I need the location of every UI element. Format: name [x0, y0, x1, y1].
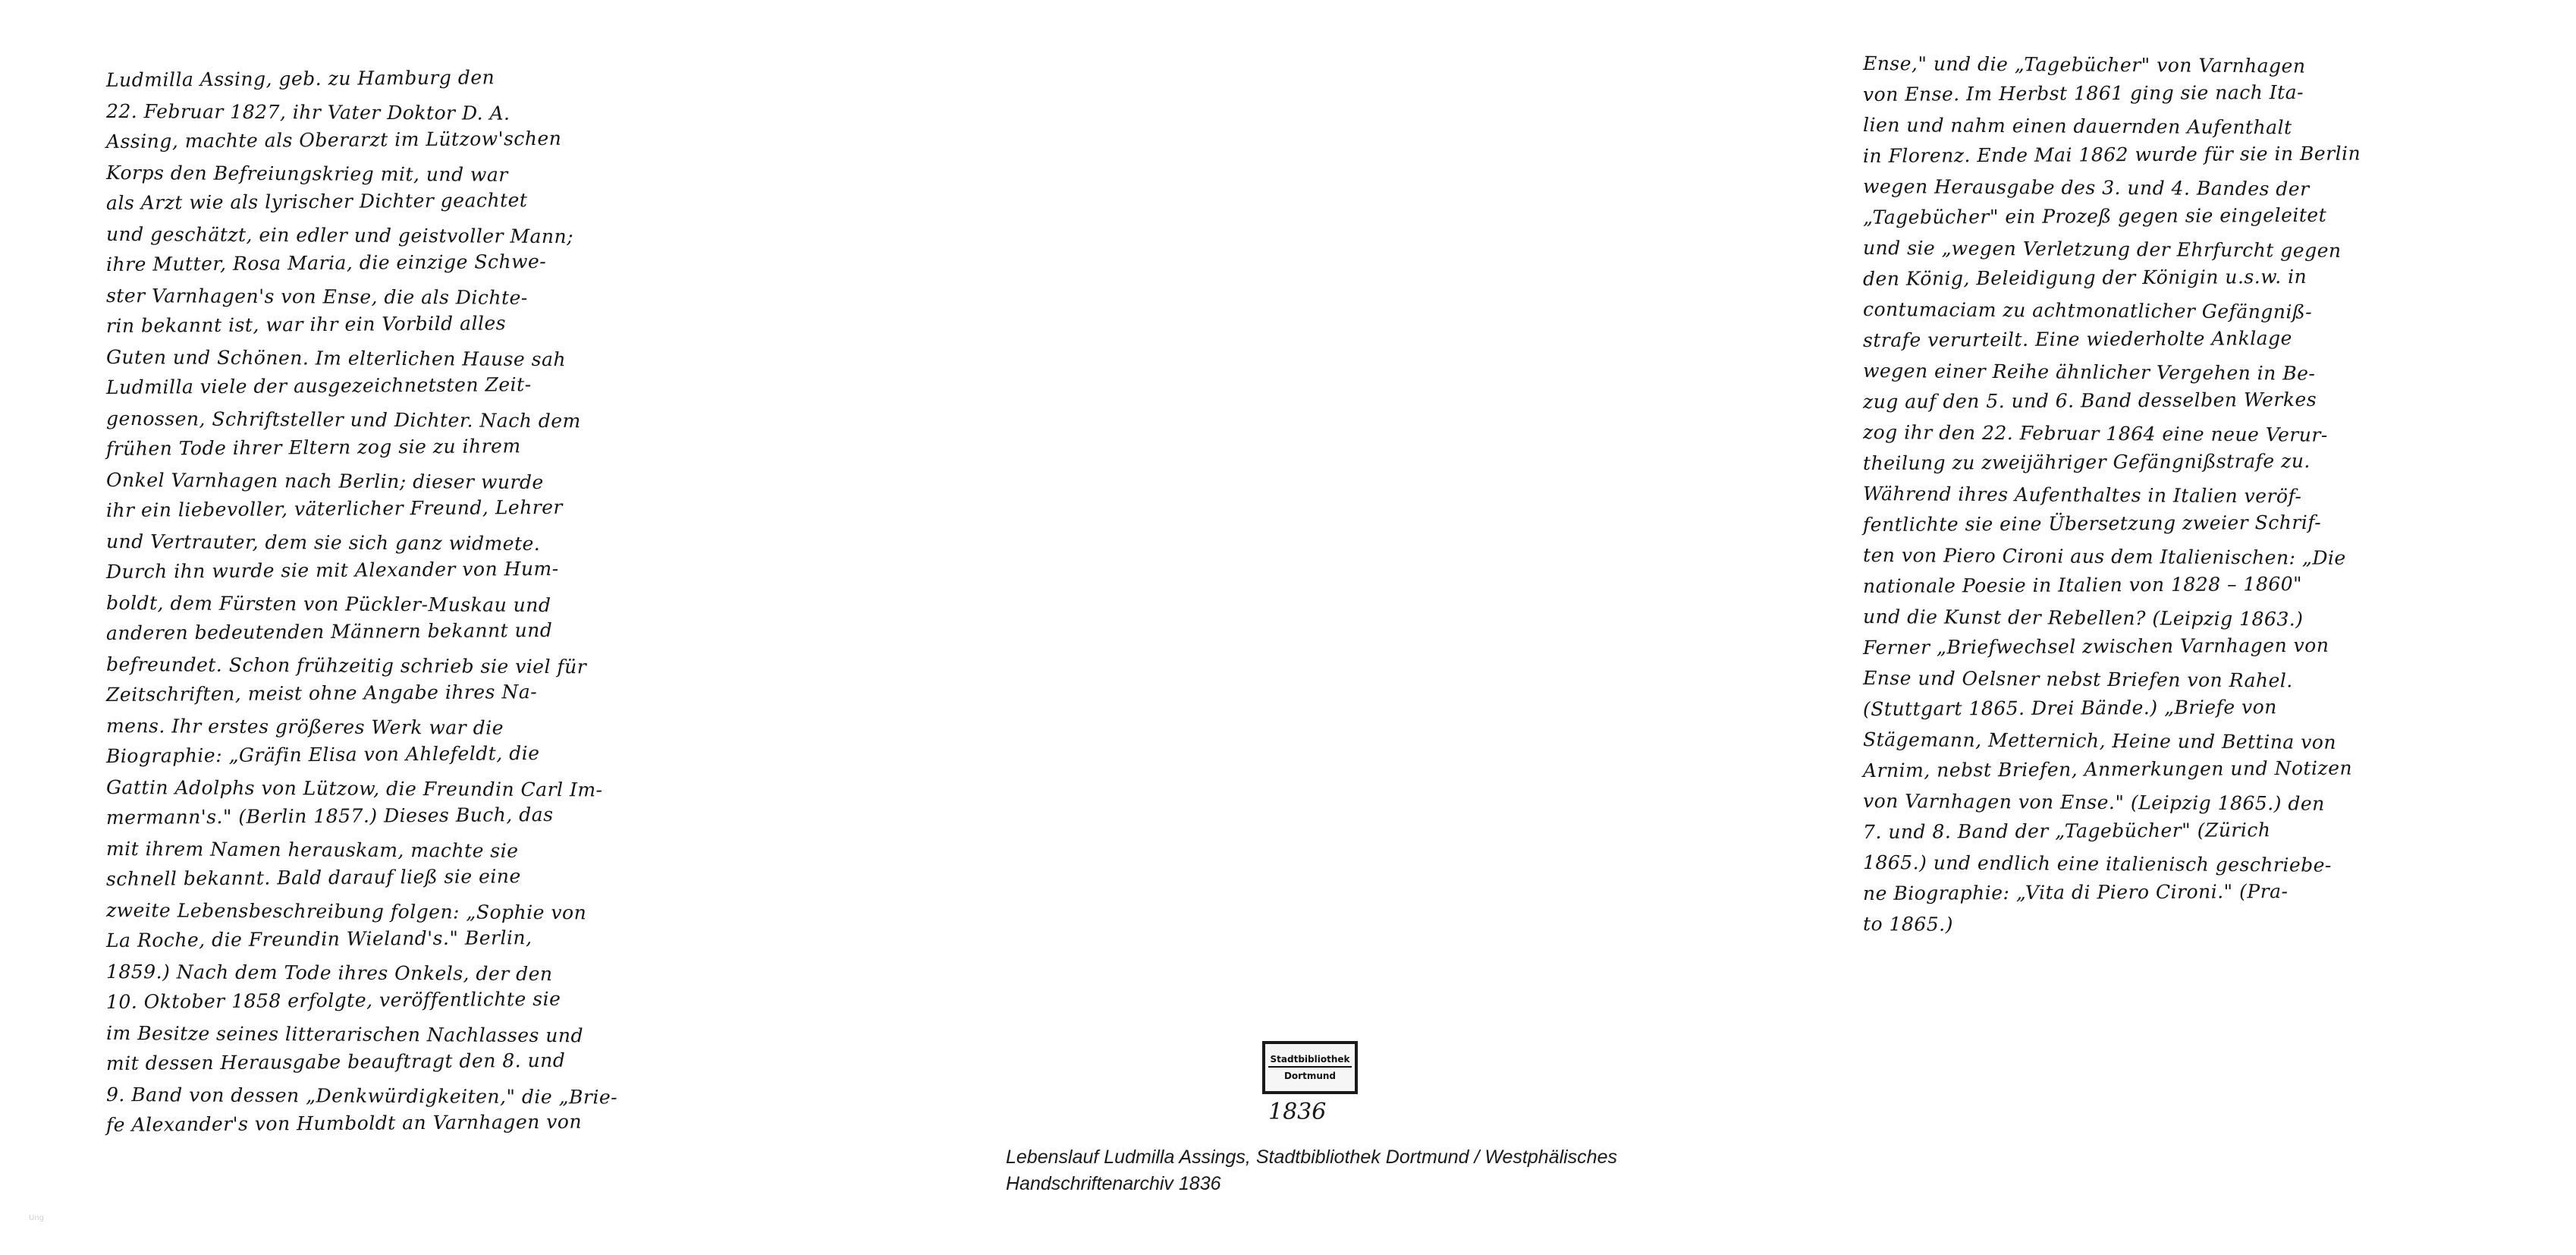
- manuscript-line: Zeitschriften, meist ohne Angabe ihres Na-: [105, 681, 538, 706]
- manuscript-line: mit dessen Herausgabe beauftragt den 8. und: [105, 1049, 566, 1074]
- manuscript-line: wegen einer Reihe ähnlicher Vergehen in Be-: [1862, 360, 2316, 385]
- manuscript-line: Assing, machte als Oberarzt im Lützow'schen: [105, 127, 562, 153]
- manuscript-line: wegen Herausgabe des 3. und 4. Bandes der: [1862, 175, 2310, 200]
- manuscript-line: und geschätzt, ein edler und geistvoller Mann;: [105, 222, 574, 247]
- manuscript-line: nationale Poesie in Italien von 1828 – 1860": [1862, 572, 2303, 597]
- manuscript-line: rin bekannt ist, war ihr ein Vorbild alles: [105, 312, 507, 337]
- call-number: 1836: [1268, 1099, 1327, 1125]
- manuscript-line: Guten und Schönen. Im elterlichen Hause sah: [105, 345, 567, 370]
- manuscript-line: frühen Tode ihrer Eltern zog sie zu ihrem: [105, 435, 521, 460]
- manuscript-line: und die Kunst der Rebellen? (Leipzig 1863.): [1862, 605, 2304, 631]
- manuscript-line: Ludmilla Assing, geb. zu Hamburg den: [105, 66, 495, 91]
- library-stamp: [1262, 1041, 1358, 1094]
- manuscript-line: (Stuttgart 1865. Drei Bände.) „Briefe von: [1862, 695, 2277, 720]
- caption-line-1: Lebenslauf Ludmilla Assings, Stadtbibliothek Dortmund / Westphälisches: [1006, 1146, 1617, 1168]
- manuscript-line: fe Alexander's von Humboldt an Varnhagen von: [105, 1110, 583, 1136]
- manuscript-line: als Arzt wie als lyrischer Dichter geachtet: [105, 189, 528, 214]
- manuscript-line: Durch ihn wurde sie mit Alexander von Hum-: [105, 557, 559, 583]
- manuscript-line: von Varnhagen von Ense." (Leipzig 1865.) den: [1862, 790, 2325, 815]
- manuscript-line: Ense," und die „Tagebücher" von Varnhagen: [1862, 52, 2306, 77]
- manuscript-line: Ense und Oelsner nebst Briefen von Rahel.: [1862, 667, 2293, 692]
- manuscript-line: ihr ein liebevoller, väterlicher Freund, Lehrer: [105, 495, 564, 521]
- manuscript-line: Gattin Adolphs von Lützow, die Freundin Carl Im-: [105, 775, 603, 800]
- manuscript-line: to 1865.): [1862, 913, 1953, 936]
- manuscript-line: ne Biographie: „Vita di Piero Cironi." (Pra-: [1862, 879, 2289, 904]
- manuscript-line: theilung zu zweijähriger Gefängnißstrafe zu.: [1862, 449, 2311, 474]
- caption-line-2: Handschriftenarchiv 1836: [1006, 1173, 1221, 1194]
- manuscript-line: mermann's." (Berlin 1857.) Dieses Buch, das: [105, 803, 554, 829]
- manuscript-line: boldt, dem Fürsten von Pückler-Muskau und: [105, 591, 551, 616]
- manuscript-line: Biographie: „Gräfin Elisa von Ahlefeldt, die: [105, 742, 540, 767]
- manuscript-line: Während ihres Aufenthaltes in Italien veröf-: [1862, 483, 2302, 508]
- manuscript-line: ihre Mutter, Rosa Maria, die einzige Schwe-: [105, 250, 547, 275]
- manuscript-line: Stägemann, Metternich, Heine und Bettina von: [1862, 728, 2337, 753]
- left-page: [0, 0, 887, 1255]
- manuscript-line: befreundet. Schon frühzeitig schrieb sie viel für: [105, 653, 587, 678]
- manuscript-line: in Florenz. Ende Mai 1862 wurde für sie in Berlin: [1862, 142, 2361, 167]
- corner-mark: Ung: [29, 1214, 45, 1222]
- manuscript-line: zug auf den 5. und 6. Band desselben Werkes: [1862, 388, 2317, 413]
- manuscript-line: genossen, Schriftsteller und Dichter. Nach dem: [105, 407, 581, 432]
- manuscript-line: 22. Februar 1827, ihr Vater Doktor D. A.: [105, 99, 510, 124]
- manuscript-line: Onkel Varnhagen nach Berlin; dieser wurde: [105, 468, 544, 493]
- manuscript-line: ten von Piero Cironi aus dem Italienischen: „Die: [1862, 544, 2346, 569]
- manuscript-line: zweite Lebensbeschreibung folgen: „Sophie von: [105, 898, 587, 923]
- left-manuscript-text: [106, 65, 789, 1141]
- manuscript-line: Korps den Befreiungskrieg mit, und war: [105, 161, 508, 186]
- manuscript-line: 10. Oktober 1858 erfolgte, veröffentlichte sie: [105, 987, 561, 1013]
- manuscript-line: von Ense. Im Herbst 1861 ging sie nach Ita-: [1862, 80, 2304, 105]
- manuscript-line: zog ihr den 22. Februar 1864 eine neue Verur-: [1862, 421, 2328, 446]
- manuscript-line: anderen bedeutenden Männern bekannt und: [105, 618, 553, 644]
- manuscript-line: La Roche, die Freundin Wieland's." Berlin,: [105, 926, 532, 951]
- manuscript-line: mens. Ihr erstes größeres Werk war die: [105, 714, 504, 739]
- manuscript-line: 1865.) und endlich eine italienisch geschriebe-: [1862, 851, 2333, 876]
- manuscript-line: und sie „wegen Verletzung der Ehrfurcht gegen: [1862, 237, 2342, 262]
- manuscript-line: lien und nahm einen dauernden Aufenthalt: [1862, 114, 2292, 139]
- manuscript-line: mit ihrem Namen herauskam, machte sie: [105, 837, 519, 862]
- manuscript-line: den König, Beleidigung der Königin u.s.w. in: [1862, 265, 2307, 290]
- manuscript-line: 1859.) Nach dem Tode ihres Onkels, der den: [105, 960, 553, 985]
- manuscript-line: Ferner „Briefwechsel zwischen Varnhagen von: [1862, 634, 2329, 659]
- manuscript-line: schnell bekannt. Bald darauf ließ sie eine: [105, 865, 521, 890]
- manuscript-line: fentlichte sie eine Übersetzung zweier Schrif-: [1862, 511, 2322, 536]
- caption: [1006, 1144, 1734, 1197]
- manuscript-line: strafe verurteilt. Eine wiederholte Anklage: [1862, 326, 2292, 351]
- stamp-library-name: Stadtbibliothek: [1268, 1054, 1352, 1068]
- manuscript-line: und Vertrauter, dem sie sich ganz widmete.: [105, 530, 541, 555]
- manuscript-line: „Tagebücher" ein Prozeß gegen sie eingeleitet: [1862, 203, 2327, 228]
- manuscript-line: im Besitze seines litterarischen Nachlasses und: [105, 1021, 584, 1046]
- manuscript-line: contumaciam zu achtmonatlicher Gefängniß-: [1862, 298, 2313, 323]
- right-manuscript-text: [1863, 49, 2576, 940]
- manuscript-line: Ludmilla viele der ausgezeichnetsten Zeit-: [105, 373, 532, 398]
- stamp-city: Dortmund: [1283, 1071, 1337, 1081]
- manuscript-line: Arnim, nebst Briefen, Anmerkungen und Notizen: [1862, 756, 2353, 782]
- manuscript-line: 9. Band von dessen „Denkwürdigkeiten," die „Brie-: [105, 1083, 618, 1109]
- manuscript-line: 7. und 8. Band der „Tagebücher" (Zürich: [1862, 818, 2271, 843]
- manuscript-line: ster Varnhagen's von Ense, die als Dichte-: [105, 284, 528, 309]
